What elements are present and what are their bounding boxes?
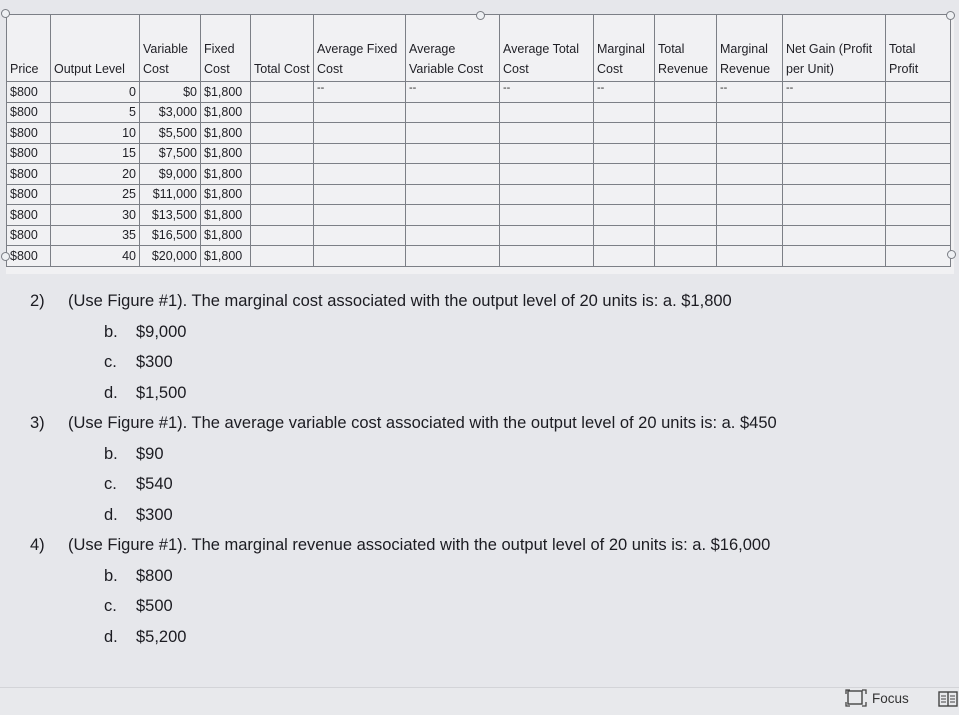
option-letter: b. [104,566,118,585]
question-3 [30,408,930,439]
cell-afc-dash: -- [314,82,406,103]
cell-empty [251,143,314,164]
cell-empty [717,102,783,123]
header-price: Price [7,15,51,82]
answer-option [30,347,930,378]
cell-empty [655,225,717,246]
option-text: $90 [136,444,164,463]
question-text: (Use Figure #1). The marginal revenue associated with the output level of 20 units is: a. $16,000 [68,536,771,554]
cell-empty [251,102,314,123]
cell-output: 40 [51,246,140,267]
header-output-level: Output Level [51,15,140,82]
answer-option [30,591,930,622]
cell-variable-cost: $3,000 [140,102,201,123]
cell-empty [314,102,406,123]
option-text: $300 [136,353,173,371]
header-total-profit: Total Profit [886,15,951,82]
cell-empty [251,164,314,185]
header-total-cost: Total Cost [251,15,314,82]
cell-empty [717,123,783,144]
cell-empty [886,143,951,164]
cell-empty [500,164,594,185]
option-text: $800 [136,566,173,585]
cell-empty [314,246,406,267]
header-marginal-cost: Marginal Cost [594,15,655,82]
cell-empty [314,123,406,144]
cell-price: $800 [7,205,51,226]
cell-variable-cost: $9,000 [140,164,201,185]
cell-variable-cost: $20,000 [140,246,201,267]
cell-empty [886,246,951,267]
cell-empty [717,184,783,205]
cell-empty [406,143,500,164]
cell-variable-cost: $11,000 [140,184,201,205]
cell-output: 25 [51,184,140,205]
header-fixed-cost: Fixed Cost [201,15,251,82]
cell-empty [783,123,886,144]
option-letter: d. [104,383,118,402]
cell-empty [594,164,655,185]
cell-empty [655,164,717,185]
header-variable-cost: Variable Cost [140,15,201,82]
cell-empty [314,205,406,226]
cell-empty [594,143,655,164]
cell-empty [655,184,717,205]
cell-empty [886,225,951,246]
cell-empty [594,225,655,246]
cell-fixed-cost: $1,800 [201,225,251,246]
answer-option [30,317,930,348]
cell-empty [406,164,500,185]
cell-empty [594,123,655,144]
option-letter: d. [104,505,118,524]
cell-empty [783,184,886,205]
cell-empty [500,225,594,246]
cell-empty [886,123,951,144]
resize-handle-top-left[interactable] [1,9,10,18]
cell-price: $800 [7,82,51,103]
option-text: $9,000 [136,322,187,341]
question-text: (Use Figure #1). The average variable cost associated with the output level of 20 units is: a. $450 [68,414,777,432]
answer-option [30,469,930,500]
cell-atc-dash: -- [500,82,594,103]
cell-empty [500,143,594,164]
cell-empty [886,184,951,205]
table-row [7,246,951,267]
cell-mr-dash: -- [717,82,783,103]
cost-table [6,14,951,267]
cell-fixed-cost: $1,800 [201,143,251,164]
cell-empty [314,143,406,164]
cell-price: $800 [7,143,51,164]
option-letter: c. [104,475,117,493]
cell-output: 0 [51,82,140,103]
answer-option [30,378,930,409]
cell-empty [500,184,594,205]
cell-fixed-cost: $1,800 [201,205,251,226]
cell-empty [655,143,717,164]
option-text: $500 [136,597,173,615]
cell-fixed-cost: $1,800 [201,102,251,123]
cell-price: $800 [7,246,51,267]
cell-price: $800 [7,123,51,144]
option-letter: d. [104,627,118,646]
cell-output: 5 [51,102,140,123]
cell-empty [886,164,951,185]
cell-output: 35 [51,225,140,246]
cell-fixed-cost: $1,800 [201,164,251,185]
table-row [7,164,951,185]
cell-empty [717,164,783,185]
table-row [7,205,951,226]
table-row [7,123,951,144]
cell-empty [251,184,314,205]
cell-empty [783,225,886,246]
status-bar [0,687,959,715]
resize-handle-top-center[interactable] [476,11,485,20]
answer-option [30,622,930,653]
focus-icon [845,689,867,707]
table-row [7,102,951,123]
cell-empty [406,102,500,123]
cell-output: 10 [51,123,140,144]
answer-option [30,561,930,592]
cell-fixed-cost: $1,800 [201,246,251,267]
question-number: 2) [30,292,45,310]
cell-empty [594,205,655,226]
option-letter: b. [104,444,118,463]
cell-fixed-cost: $1,800 [201,82,251,103]
cell-total-profit [886,82,951,103]
cell-empty [314,164,406,185]
answer-option [30,500,930,531]
table-row [7,82,951,103]
cell-empty [783,205,886,226]
cell-empty [251,246,314,267]
cell-empty [886,205,951,226]
cell-empty [655,205,717,226]
cell-empty [406,225,500,246]
header-row [7,15,951,82]
cell-empty [406,246,500,267]
cell-empty [500,123,594,144]
cell-empty [783,164,886,185]
question-number: 3) [30,414,45,432]
cell-empty [314,225,406,246]
cell-price: $800 [7,102,51,123]
cell-variable-cost: $0 [140,82,201,103]
cell-empty [594,184,655,205]
focus-button[interactable] [845,688,909,708]
header-average-fixed-cost: Average Fixed Cost [314,15,406,82]
table-row [7,184,951,205]
cell-empty [783,246,886,267]
cell-empty [655,123,717,144]
cell-net-gain-dash: -- [783,82,886,103]
cell-fixed-cost: $1,800 [201,123,251,144]
question-4 [30,530,930,561]
cell-total-revenue [655,82,717,103]
cell-mc-dash: -- [594,82,655,103]
cell-output: 20 [51,164,140,185]
cell-empty [783,143,886,164]
resize-handle-bottom-left[interactable] [1,252,10,261]
focus-label: Focus [872,690,909,706]
cell-empty [717,205,783,226]
cost-table-figure [6,14,954,274]
cell-output: 15 [51,143,140,164]
cell-empty [406,184,500,205]
option-text: $300 [136,505,173,524]
question-text: (Use Figure #1). The marginal cost associated with the output level of 20 units is: a. $1,800 [68,292,732,310]
cell-empty [500,246,594,267]
header-total-revenue: Total Revenue [655,15,717,82]
cell-avc-dash: -- [406,82,500,103]
resize-handle-top-right[interactable] [946,11,955,20]
cell-empty [406,123,500,144]
option-letter: b. [104,322,118,341]
cell-empty [406,205,500,226]
cell-variable-cost: $5,500 [140,123,201,144]
cell-empty [717,225,783,246]
option-text: $1,500 [136,383,187,402]
question-2 [30,286,930,317]
cell-price: $800 [7,164,51,185]
question-list [30,286,930,652]
cell-output: 30 [51,205,140,226]
cell-total-cost [251,82,314,103]
header-average-variable-cost: Average Variable Cost [406,15,500,82]
cell-price: $800 [7,184,51,205]
header-average-total-cost: Average Total Cost [500,15,594,82]
cell-empty [717,143,783,164]
answer-option [30,439,930,470]
cell-empty [251,205,314,226]
cell-variable-cost: $13,500 [140,205,201,226]
cell-empty [886,102,951,123]
cell-empty [594,102,655,123]
cell-empty [251,123,314,144]
table-row [7,225,951,246]
cell-variable-cost: $7,500 [140,143,201,164]
cell-fixed-cost: $1,800 [201,184,251,205]
table-row [7,143,951,164]
cell-empty [500,102,594,123]
resize-handle-right[interactable] [947,250,956,259]
cell-empty [251,225,314,246]
cell-empty [500,205,594,226]
cell-price: $800 [7,225,51,246]
option-text: $5,200 [136,627,187,646]
cell-empty [655,102,717,123]
option-letter: c. [104,597,117,615]
header-marginal-revenue: Marginal Revenue [717,15,783,82]
question-number: 4) [30,536,45,554]
cell-empty [717,246,783,267]
cell-empty [594,246,655,267]
cell-empty [314,184,406,205]
header-net-gain: Net Gain (Profit per Unit) [783,15,886,82]
cell-variable-cost: $16,500 [140,225,201,246]
cell-empty [655,246,717,267]
cell-empty [783,102,886,123]
read-mode-icon[interactable] [938,690,958,708]
option-letter: c. [104,353,117,371]
option-text: $540 [136,475,173,493]
